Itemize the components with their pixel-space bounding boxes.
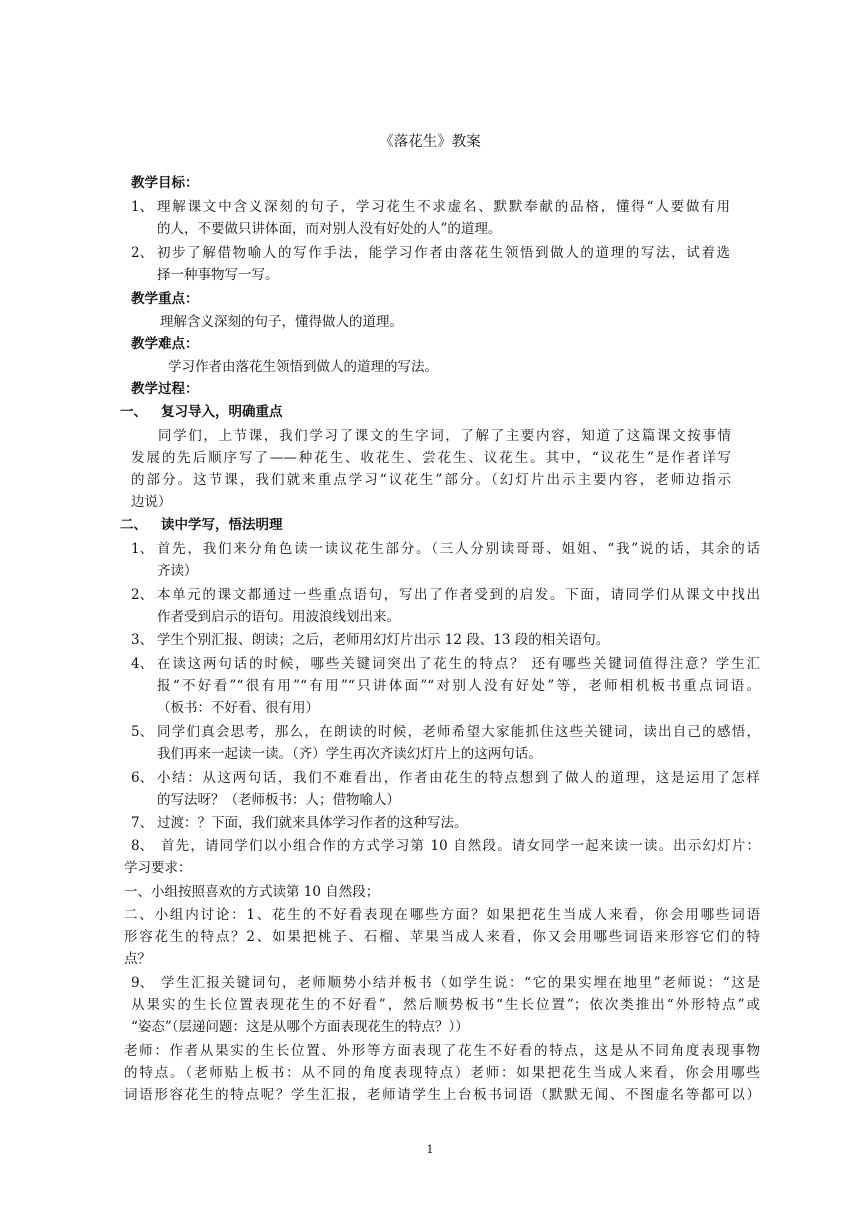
requirement-1: 一、小组按照喜欢的方式读第 10 自然段； (124, 884, 380, 900)
step-1-line-2: 齐读） (157, 563, 198, 579)
key-points-heading: 教学重点： (131, 291, 199, 307)
step-4-line-1: 在读这两句话的时候，哪些关键词突出了花生的特点？ 还有哪些关键词值得注意？学生汇 (157, 656, 760, 672)
section-1-number: 一、 (120, 404, 147, 420)
step-3-number: 3、 (131, 632, 154, 648)
step-2-line-2: 作者受到启示的语句。用波浪线划出来。 (157, 609, 400, 625)
difficult-points-heading: 教学难点： (131, 336, 199, 352)
section-1-para-line-3: 的部分。这节课，我们就来重点学习“议花生”部分。（幻灯片出示主要内容，老师边指示 (131, 472, 731, 488)
section-1-para-line-2: 发展的先后顺序写了——种花生、收花生、尝花生、议花生。其中，“议花生”是作者详写 (131, 450, 731, 466)
step-6-line-2: 的写法呀？（老师板书：人；借物喻人） (157, 792, 400, 808)
requirement-2-line-1: 二、小组内讨论：1、花生的不好看表现在哪些方面？如果把花生当成人来看，你会用哪些词语 (124, 907, 760, 923)
teacher-line-2: 的特点。（老师贴上板书：从不同的角度表现特点）老师：如果把花生当成人来看，你会用哪些 (124, 1065, 760, 1081)
goal-2-line-1: 初步了解借物喻人的写作手法，能学习作者由落花生领悟到做人的道理的写法，试着选 (157, 245, 730, 261)
step-6-number: 6、 (131, 770, 154, 786)
step-9-line-2: 从果实的生长位置表现花生的不好看”，然后顺势板书“生长位置”；依次类推出“外形特点”或 (131, 997, 760, 1013)
goal-1-line-1: 理解课文中含义深刻的句子，学习花生不求虚名、默默奉献的品格，懂得“人要做有用 (157, 199, 730, 215)
step-8-number: 8、 (131, 838, 154, 854)
step-6-line-1: 小结：从这两句话，我们不难看出，作者由花生的特点想到了做人的道理，这是运用了怎样 (157, 770, 760, 786)
step-4-number: 4、 (131, 656, 154, 672)
teacher-line-1: 老师：作者从果实的生长位置、外形等方面表现了花生不好看的特点，这是从不同角度表现事物 (124, 1043, 760, 1059)
goal-1-line-2: 的人，不要做只讲体面，而对别人没有好处的人”的道理。 (157, 221, 502, 237)
section-2-number: 二、 (120, 517, 147, 533)
goal-1-number: 1、 (131, 199, 154, 215)
step-8-line-2: 学习要求： (124, 860, 192, 876)
goal-2-line-2: 择一种事物写一写。 (157, 267, 279, 283)
step-9-number: 9、 (131, 975, 154, 991)
step-5-line-1: 同学们真会思考，那么，在朗读的时候，老师希望大家能抓住这些关键词，读出自己的感悟， (157, 724, 760, 740)
step-2-line-1: 本单元的课文都通过一些重点语句，写出了作者受到的启发。下面，请同学们从课文中找出 (157, 587, 760, 603)
step-5-line-2: 我们再来一起读一读。（齐）学生再次齐读幻灯片上的这两句话。 (157, 746, 542, 762)
document-title: 《落花生》教案 (379, 134, 481, 150)
page-number: 1 (426, 1143, 434, 1156)
step-1-number: 1、 (131, 541, 154, 557)
step-4-line-3: （板书：不好看、很有用） (157, 700, 319, 716)
step-7-number: 7、 (131, 815, 154, 831)
section-1-para-line-4: 边说） (131, 494, 172, 510)
section-1-title: 复习导入，明确重点 (161, 404, 283, 420)
requirement-2-line-2: 形容花生的特点？2、如果把桃子、石榴、苹果当成人来看，你又会用哪些词语来形容它们的特 (124, 929, 760, 945)
step-3-line-1: 学生个别汇报、朗读；之后，老师用幻灯片出示 12 段、13 段的相关语句。 (157, 632, 610, 648)
step-9-line-3: “姿态”（层递问题：这是从哪个方面表现花生的特点？）） (131, 1019, 469, 1035)
difficult-points-text: 学习作者由落花生领悟到做人的道理的写法。 (168, 359, 438, 375)
goal-2-number: 2、 (131, 245, 154, 261)
step-4-line-2: 报“不好看”“很有用”“有用”“只讲体面”“对别人没有好处”等，老师相机板书重点词语。 (157, 678, 760, 694)
key-points-text: 理解含义深刻的句子，懂得做人的道理。 (160, 314, 403, 330)
step-9-line-1: 学生汇报关键词句，老师顺势小结并板书（如学生说：“它的果实埋在地里”老师说：“这是 (161, 975, 760, 991)
step-1-line-1: 首先，我们来分角色读一读议花生部分。（三人分别读哥哥、姐姐、“我”说的话，其余的话 (157, 541, 760, 557)
teacher-line-3: 词语形容花生的特点呢？学生汇报，老师请学生上台板书词语（默默无闻、不图虚名等都可以） (124, 1087, 760, 1103)
goals-heading: 教学目标： (131, 175, 199, 191)
requirement-2-line-3: 点？ (124, 951, 151, 967)
step-7-line-1: 过渡：？下面，我们就来具体学习作者的这种写法。 (157, 815, 468, 831)
section-2-title: 读中学写，悟法明理 (161, 517, 283, 533)
step-5-number: 5、 (131, 724, 154, 740)
step-8-line-1: 首先，请同学们以小组合作的方式学习第 10 自然段。请女同学一起来读一读。出示幻灯片： (161, 838, 760, 854)
section-1-para-line-1: 同学们，上节课，我们学习了课文的生字词，了解了主要内容，知道了这篇课文按事情 (158, 428, 731, 444)
step-2-number: 2、 (131, 587, 154, 603)
process-heading: 教学过程： (131, 381, 199, 397)
